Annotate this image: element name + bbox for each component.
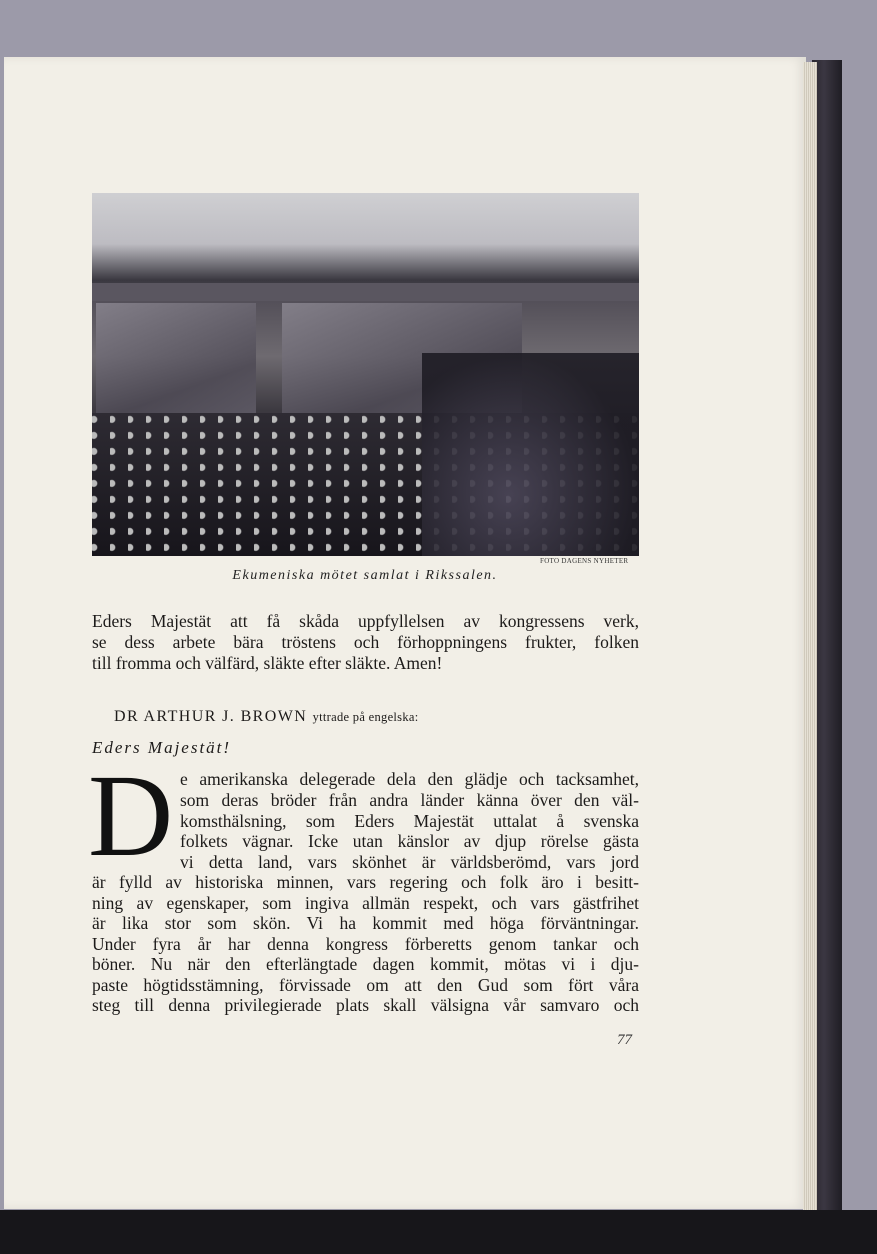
text-line: till fromma och välfärd, släkte efter släkte. Amen!	[92, 653, 443, 673]
photo-credit: FOTO DAGENS NYHETER	[540, 557, 629, 565]
text-line: Eders Majestät att få skåda uppfyllelsen av kongressens verk,	[92, 611, 639, 631]
speaker-name: DR ARTHUR J. BROWN	[114, 708, 308, 725]
speaker-note: yttrade på engelska:	[312, 710, 419, 724]
page-number: 77	[617, 1032, 632, 1048]
text-line: ning av egenskaper, som ingiva allmän respekt, och vars gästfrihet	[92, 893, 639, 913]
text-line: böner. Nu när den efterlängtade dagen kommit, mötas vi i dju-	[92, 954, 639, 974]
text-line: komsthälsning, som Eders Majestät uttalat å svenska	[180, 811, 639, 831]
text-line: vi detta land, vars skönhet är världsberömd, vars jord	[180, 852, 639, 872]
text-line: paste högtidsstämning, förvissade om att den Gud som fört våra	[92, 975, 639, 995]
photo-balcony	[92, 283, 639, 301]
salutation: Eders Majestät!	[92, 738, 232, 757]
text-line: folkets vägnar. Icke utan känslor av djup rörelse gästa	[180, 831, 639, 851]
text-line: är fylld av historiska minnen, vars regering och folk äro i besitt-	[92, 872, 639, 892]
text-line: som deras bröder från andra länder känna över den väl-	[180, 790, 639, 810]
text-line: steg till denna privilegierade plats skall välsigna vår samvaro och	[92, 995, 639, 1015]
photograph-assembly-hall	[92, 193, 639, 556]
scanner-background	[0, 1210, 877, 1254]
photo-caption: Ekumeniska mötet samlat i Rikssalen.	[232, 568, 498, 583]
text-line: Under fyra år har denna kongress förberetts genom tankar och	[92, 934, 639, 954]
text-line: e amerikanska delegerade dela den glädje och tacksamhet,	[180, 769, 639, 789]
speaker-heading	[114, 708, 419, 726]
text-line: är lika stor som skön. Vi ha kommit med höga förväntningar.	[92, 913, 639, 933]
photo-shadow	[422, 353, 639, 556]
page-edges	[803, 62, 817, 1210]
drop-cap: D	[88, 750, 174, 881]
text-line: se dess arbete bära tröstens och förhoppningens frukter, folken	[92, 632, 639, 652]
